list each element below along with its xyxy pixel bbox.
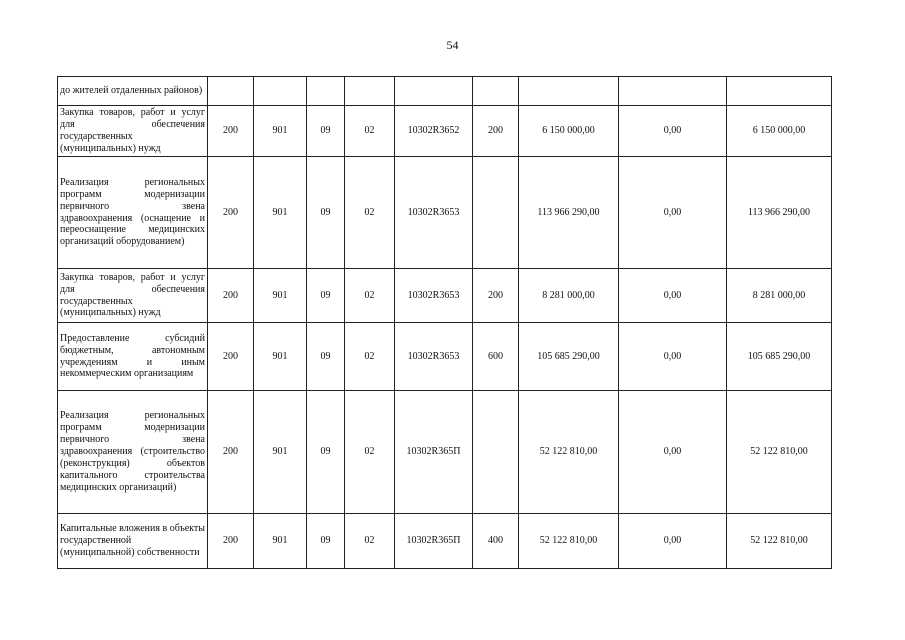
- cell-c9: 52 122 810,00: [727, 514, 832, 569]
- cell-c9: [727, 77, 832, 106]
- cell-c5: 10302R3653: [395, 323, 473, 391]
- cell-c5: 10302R3652: [395, 106, 473, 157]
- cell-c7: 6 150 000,00: [519, 106, 619, 157]
- cell-c3: 09: [307, 157, 345, 269]
- cell-c1: [208, 77, 254, 106]
- cell-c2: 901: [254, 391, 307, 514]
- cell-c4: 02: [345, 391, 395, 514]
- table-row: [58, 269, 832, 323]
- cell-c6: [473, 157, 519, 269]
- cell-c6: [473, 391, 519, 514]
- cell-c2: 901: [254, 106, 307, 157]
- budget-table: [57, 76, 832, 569]
- cell-c9: 52 122 810,00: [727, 391, 832, 514]
- cell-c3: 09: [307, 391, 345, 514]
- page-number: 54: [446, 38, 459, 52]
- cell-c9: 8 281 000,00: [727, 269, 832, 323]
- cell-c3: 09: [307, 514, 345, 569]
- cell-c6: 200: [473, 269, 519, 323]
- cell-c4: 02: [345, 106, 395, 157]
- cell-c8: 0,00: [619, 269, 727, 323]
- cell-c6: 200: [473, 106, 519, 157]
- table-row: [58, 391, 832, 514]
- cell-c4: 02: [345, 269, 395, 323]
- cell-c8: 0,00: [619, 106, 727, 157]
- cell-c9: 105 685 290,00: [727, 323, 832, 391]
- cell-c6: 400: [473, 514, 519, 569]
- cell-c1: 200: [208, 323, 254, 391]
- cell-c7: [519, 77, 619, 106]
- cell-c9: 113 966 290,00: [727, 157, 832, 269]
- cell-c1: 200: [208, 514, 254, 569]
- cell-c1: 200: [208, 157, 254, 269]
- row-name-cell: Капитальные вложения в объекты государственной (муниципальной) собственности: [58, 514, 208, 569]
- cell-c9: 6 150 000,00: [727, 106, 832, 157]
- row-name-cell: Предоставление субсидий бюджетным, автономным учреждениям и иным некоммерческим организациям: [58, 323, 208, 391]
- cell-c1: 200: [208, 106, 254, 157]
- cell-c7: 52 122 810,00: [519, 391, 619, 514]
- table-row: [58, 514, 832, 569]
- row-name-cell: Закупка товаров, работ и услуг для обеспечения государственных (муниципальных) нужд: [58, 106, 208, 157]
- cell-c5: [395, 77, 473, 106]
- cell-c2: 901: [254, 269, 307, 323]
- cell-c8: [619, 77, 727, 106]
- cell-c8: 0,00: [619, 157, 727, 269]
- cell-c3: 09: [307, 269, 345, 323]
- table-row: [58, 157, 832, 269]
- cell-c7: 105 685 290,00: [519, 323, 619, 391]
- cell-c1: 200: [208, 391, 254, 514]
- cell-c7: 52 122 810,00: [519, 514, 619, 569]
- cell-c3: 09: [307, 323, 345, 391]
- table-row: [58, 106, 832, 157]
- cell-c1: 200: [208, 269, 254, 323]
- row-name-cell: до жителей отдаленных районов): [58, 77, 208, 106]
- row-name-cell: Реализация региональных программ модернизации первичного звена здравоохранения (оснащение и переоснащение медицинских организаций оборудованием): [58, 157, 208, 269]
- table-row: [58, 323, 832, 391]
- cell-c7: 8 281 000,00: [519, 269, 619, 323]
- cell-c2: 901: [254, 514, 307, 569]
- cell-c4: 02: [345, 323, 395, 391]
- cell-c3: [307, 77, 345, 106]
- cell-c3: 09: [307, 106, 345, 157]
- cell-c5: 10302R365П: [395, 514, 473, 569]
- cell-c5: 10302R3653: [395, 157, 473, 269]
- cell-c8: 0,00: [619, 514, 727, 569]
- cell-c2: [254, 77, 307, 106]
- row-name-cell: Закупка товаров, работ и услуг для обеспечения государственных (муниципальных) нужд: [58, 269, 208, 323]
- cell-c4: [345, 77, 395, 106]
- cell-c4: 02: [345, 157, 395, 269]
- cell-c8: 0,00: [619, 391, 727, 514]
- cell-c5: 10302R3653: [395, 269, 473, 323]
- cell-c4: 02: [345, 514, 395, 569]
- cell-c7: 113 966 290,00: [519, 157, 619, 269]
- cell-c2: 901: [254, 157, 307, 269]
- table-row: [58, 77, 832, 106]
- row-name-cell: Реализация региональных программ модернизации первичного звена здравоохранения (строительство (реконструкция) объектов капитального строительства медицинских организаций): [58, 391, 208, 514]
- cell-c6: [473, 77, 519, 106]
- cell-c8: 0,00: [619, 323, 727, 391]
- cell-c6: 600: [473, 323, 519, 391]
- cell-c2: 901: [254, 323, 307, 391]
- cell-c5: 10302R365П: [395, 391, 473, 514]
